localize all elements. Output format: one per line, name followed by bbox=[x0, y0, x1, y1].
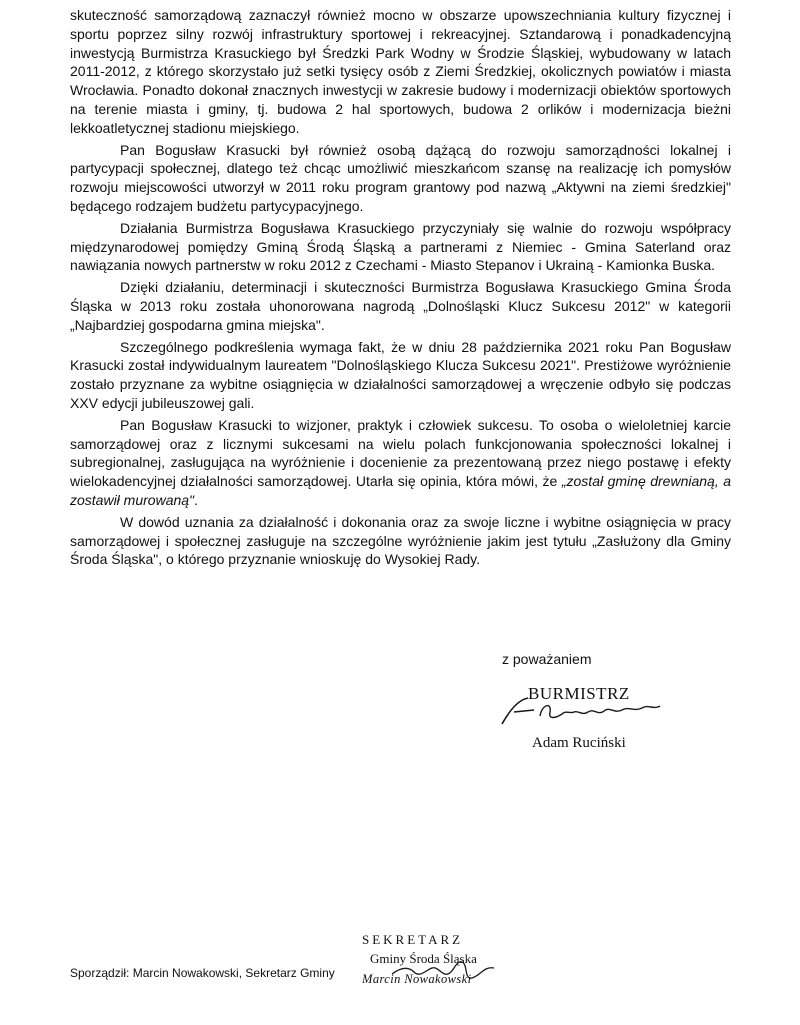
paragraph-international-cooperation: Działania Burmistrza Bogusława Krasuckiego przyczyniały się walnie do rozwoju współpracy międzynarodowej pomiędzy Gminą Środą Śląską a partnerami z Niemiec - Gmina Saterland oraz nawiązania nowych partnerstw w roku 2012 z Czechami - Miasto Stepanov i Ukrainą - Kamionka Buska. bbox=[70, 219, 731, 274]
mayor-stamp-role: BURMISTRZ bbox=[528, 684, 630, 703]
secretary-stamp-unit: Gminy Środa Śląska bbox=[370, 951, 477, 966]
quote-tail: . bbox=[194, 491, 198, 508]
mayor-signature-icon bbox=[484, 692, 684, 732]
paragraph-visionary bbox=[70, 416, 731, 510]
letter-body bbox=[70, 6, 731, 572]
mayor-stamp bbox=[528, 684, 698, 760]
visionary-text: Pan Bogusław Krasucki to wizjoner, praktyk i człowiek sukcesu. To osoba o wieloletniej karcie samorządowej oraz z licznymi sukcesami na wielu polach funkcjonowania społeczności lokalnej i subregionalnej, zasługująca na wyróżnienie i docenienie za prezentowaną przez niego postawę i efekty wielokadencyjnej działalności samorządowej. Utarła się opinia, która mówi, że bbox=[70, 416, 731, 490]
quote-text: „został gminę drewnianą, a zostawił murowaną" bbox=[70, 473, 732, 508]
paragraph-sports-infrastructure: skuteczność samorządową zaznaczył również mocno w obszarze upowszechniania kultury fizycznej i sportu poprzez silny rozwój infrastruktury sportowej i rekreacyjnej. Sztandarową i ponadkadencyjną inwestycją Burmistrza Krasuckiego był Średzki Park Wodny w Środzie Śląskiej, wybudowany w latach 2011-2012, z którego skorzystało już setki tysięcy osób z Ziemi Średzkiej, okolicznych powiatów i miasta Wrocławia. Ponadto dokonał znacznych inwestycji w zakresie budowy i modernizacji obiektów sportowych na terenie miasta i gminy, tj. budowa 2 hal sportowych, budowa 2 orlików i modernizacja bieżni lekkoatletycznej stadionu miejskiego. bbox=[70, 7, 731, 136]
paragraph-award-2012: Dzięki działaniu, determinacji i skuteczności Burmistrza Bogusława Krasuckiego Gmina Środa Śląska w 2013 roku została uhonorowana nagrodą „Dolnośląski Klucz Sukcesu 2012" w kategorii „Najbardziej gospodarna gmina miejska". bbox=[70, 279, 731, 333]
paragraph-local-self-government: Pan Bogusław Krasucki był również osobą dążącą do rozwoju samorządności lokalnej i partycypacji społecznej, dlatego też chcąc umożliwić mieszkańcom szansę na realizację ich pomysłów rozwoju miejscowości utworzył w 2011 roku program grantowy pod nazwą „Aktywni na ziemi średzkiej" będącego rodzajem budżetu partycypacyjnego. bbox=[70, 141, 731, 214]
secretary-stamp-role: SEKRETARZ bbox=[362, 932, 464, 947]
closing-salutation: z poważaniem bbox=[502, 651, 592, 667]
secretary-stamp bbox=[362, 932, 512, 1002]
secretary-stamp-name: Marcin Nowakowski bbox=[362, 972, 472, 986]
mayor-stamp-name: Adam Ruciński bbox=[532, 735, 626, 751]
prepared-by-note: Sporządził: Marcin Nowakowski, Sekretarz Gminy bbox=[70, 966, 335, 980]
paragraph-nomination: W dowód uznania za działalność i dokonania oraz za swoje liczne i wybitne osiągnięcia w pracy samorządowej i społecznej zasługuje na szczególne wyróżnienie jakim jest tytułu „Zasłużony dla Gminy Środa Śląska", o którego przyznanie wnioskuję do Wysokiej Rady. bbox=[70, 513, 731, 568]
paragraph-award-2021: Szczególnego podkreślenia wymaga fakt, że w dniu 28 października 2021 roku Pan Bogusław Krasucki został indywidualnym laureatem "Dolnośląskiego Klucza Sukcesu 2021". Prestiżowe wyróżnienie zostało przyznane za wybitne osiągnięcia w działalności samorządowej a wręczenie odbyło się podczas XXV edycji jubileuszowej gali. bbox=[70, 338, 731, 411]
